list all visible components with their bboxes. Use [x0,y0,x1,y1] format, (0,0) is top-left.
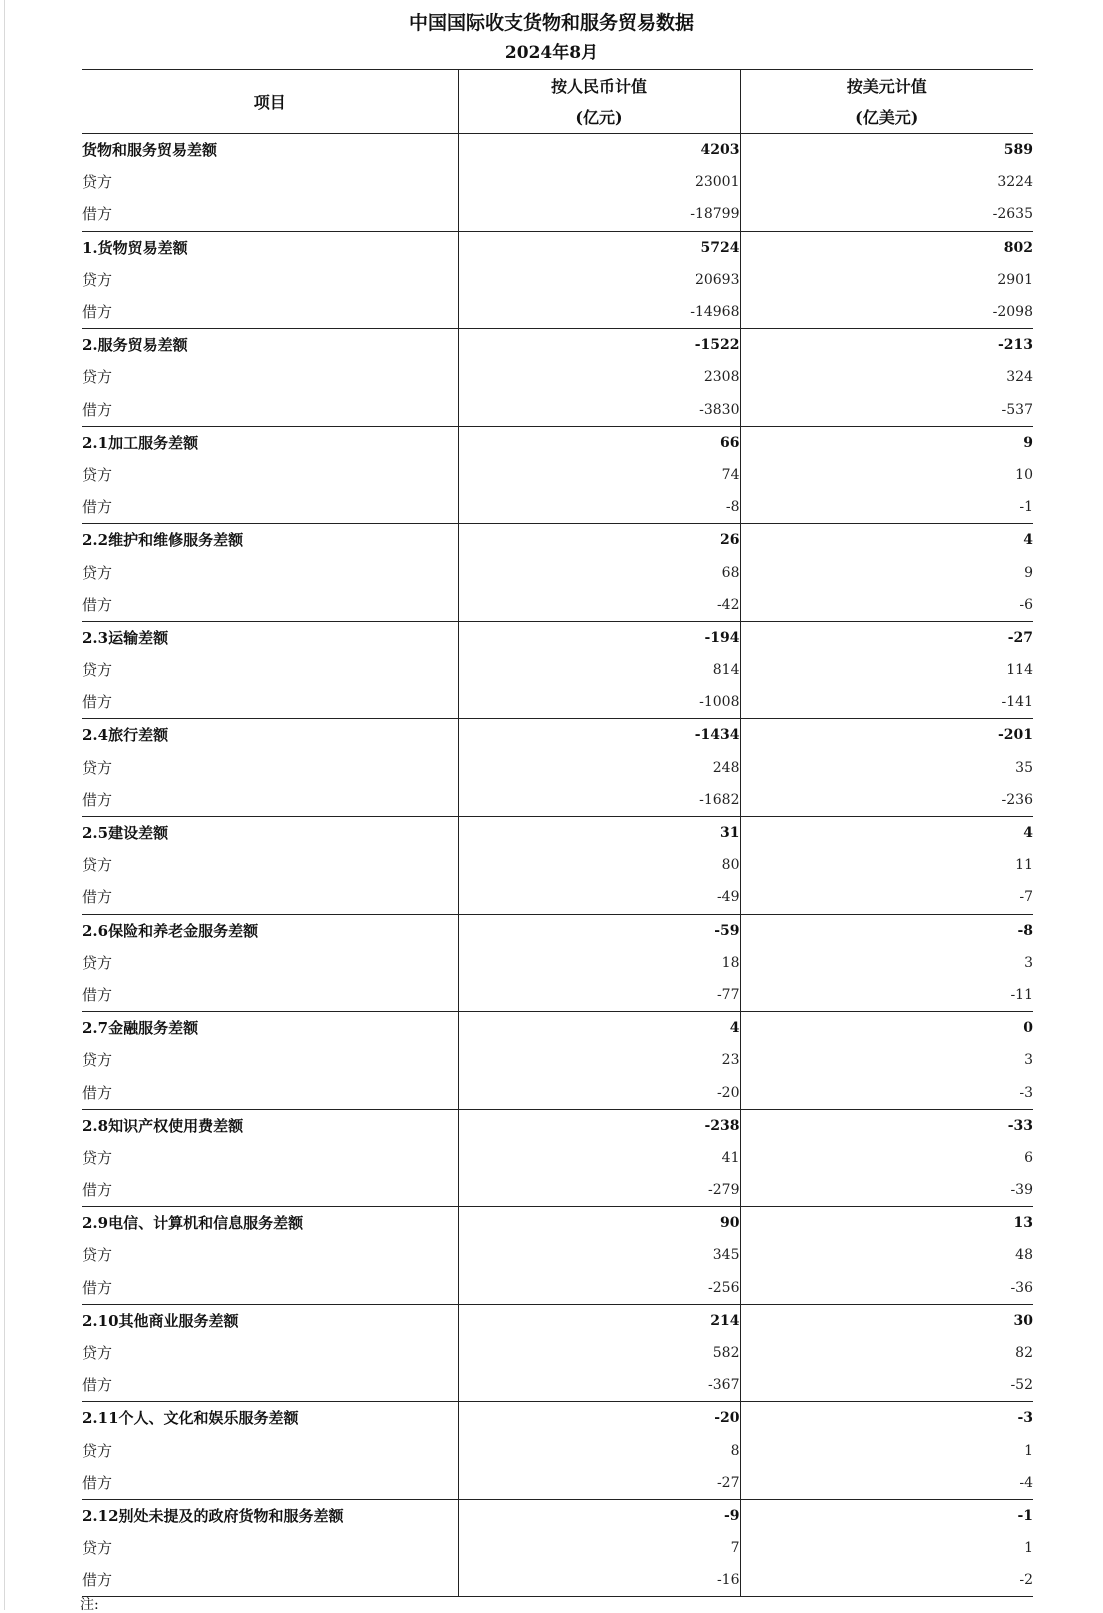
value-cny: 66 [458,426,740,459]
table-row-balance [82,1402,1033,1435]
table-row-debit [82,881,1033,914]
value-usd: -201 [740,719,1033,752]
page-left-border [4,0,5,1610]
row-label: 2.9电信、计算机和信息服务差额 [82,1214,304,1233]
row-label: 2.11个人、文化和娱乐服务差额 [82,1409,299,1428]
table-row-balance [82,1304,1033,1337]
row-label: 贷方 [82,1051,113,1070]
table-row-balance [82,231,1033,264]
row-label: 借方 [82,394,458,427]
value-cny: 20693 [458,264,740,296]
row-label: 借方 [82,296,458,329]
value-cny: -49 [458,881,740,914]
table-row-debit [82,1467,1033,1500]
value-usd: 589 [740,134,1033,167]
value-usd: 3 [740,1044,1033,1076]
value-cny: -1008 [458,686,740,719]
column-header-usd-unit: (亿美元) [855,107,919,127]
value-cny: -59 [458,914,740,947]
table-row-debit [82,686,1033,719]
row-label: 1.货物贸易差额 [82,238,188,257]
value-usd: 9 [740,426,1033,459]
value-cny: 248 [458,752,740,784]
header-row [82,70,1033,134]
value-usd: -1 [740,1499,1033,1532]
row-label: 借方 [82,1564,458,1597]
table-row-credit [82,1532,1033,1564]
value-cny: 74 [458,459,740,491]
table-row-debit [82,1272,1033,1305]
table-row-credit [82,166,1033,198]
value-usd: 9 [740,556,1033,588]
value-usd: 48 [740,1239,1033,1271]
table-row-balance [82,1012,1033,1045]
value-cny: 582 [458,1337,740,1369]
table-row-credit [82,947,1033,979]
value-usd: 1 [740,1532,1033,1564]
table-row-credit [82,1044,1033,1076]
table-row-credit [82,556,1033,588]
row-label: 贷方 [82,1539,113,1558]
value-cny: -16 [458,1564,740,1597]
table-row-balance [82,719,1033,752]
value-usd: -7 [740,881,1033,914]
value-cny: 4203 [458,134,740,167]
value-cny: -77 [458,979,740,1012]
period-subtitle: 2024年8月 [504,43,599,63]
value-usd: 13 [740,1207,1033,1240]
value-usd: 82 [740,1337,1033,1369]
value-cny: 26 [458,524,740,557]
table-row-balance [82,1207,1033,1240]
value-usd: 0 [740,1012,1033,1045]
value-cny: 5724 [458,231,740,264]
row-label: 2.12别处未提及的政府货物和服务差额 [82,1506,344,1525]
table-row-credit [82,1337,1033,1369]
value-cny: 68 [458,556,740,588]
value-cny: -1434 [458,719,740,752]
row-label: 贷方 [82,173,113,192]
column-header-cny-unit: (亿元) [575,107,623,127]
value-cny: 90 [458,1207,740,1240]
table-row-balance [82,1499,1033,1532]
column-header-usd [740,70,1033,134]
value-usd: -36 [740,1272,1033,1305]
row-label: 贷方 [82,661,113,680]
row-label: 贷方 [82,1246,113,1265]
value-usd: 35 [740,752,1033,784]
row-label: 借方 [82,491,458,524]
value-usd: -27 [740,621,1033,654]
value-cny: 7 [458,1532,740,1564]
row-label: 2.5建设差额 [82,824,169,843]
row-label: 借方 [82,686,458,719]
value-cny: -20 [458,1076,740,1109]
row-label: 借方 [82,589,458,622]
table-row-balance [82,816,1033,849]
table-row-credit [82,264,1033,296]
row-label: 贷方 [82,368,113,387]
table-row-balance [82,1109,1033,1142]
row-label: 借方 [82,1467,458,1500]
value-usd: 802 [740,231,1033,264]
value-usd: 2901 [740,264,1033,296]
row-label: 2.2维护和维修服务差额 [82,531,244,550]
table-row-balance [82,426,1033,459]
value-cny: 4 [458,1012,740,1045]
table-row-debit [82,394,1033,427]
value-cny: 8 [458,1435,740,1467]
row-label: 2.1加工服务差额 [82,433,199,452]
table-row-balance [82,329,1033,362]
value-usd: -6 [740,589,1033,622]
row-label: 2.7金融服务差额 [82,1019,199,1038]
row-label: 贷方 [82,563,113,582]
table-row-debit [82,1174,1033,1207]
value-usd: -3 [740,1076,1033,1109]
value-cny: 41 [458,1142,740,1174]
row-label: 2.3运输差额 [82,628,169,647]
column-header-item-label: 项目 [253,93,286,112]
row-label: 借方 [82,979,458,1012]
row-label: 贷方 [82,465,113,484]
value-usd: -11 [740,979,1033,1012]
table-row-debit [82,491,1033,524]
footnote-label: 注: [80,1597,99,1613]
row-label: 贷方 [82,1441,113,1460]
value-cny: -238 [458,1109,740,1142]
column-header-item [82,70,458,134]
value-usd: -4 [740,1467,1033,1500]
row-label: 借方 [82,1272,458,1305]
value-cny: 31 [458,816,740,849]
row-label: 2.10其他商业服务差额 [82,1311,239,1330]
table-row-debit [82,1564,1033,1597]
table-row-balance [82,621,1033,654]
value-cny: 23001 [458,166,740,198]
value-cny: 18 [458,947,740,979]
value-usd: -1 [740,491,1033,524]
row-label: 贷方 [82,1344,113,1363]
row-label: 2.6保险和养老金服务差额 [82,921,259,940]
value-cny: -194 [458,621,740,654]
value-cny: -279 [458,1174,740,1207]
row-label: 贷方 [82,856,113,875]
value-usd: 3224 [740,166,1033,198]
table-row-credit [82,752,1033,784]
table-row-credit [82,654,1033,686]
value-usd: -52 [740,1369,1033,1402]
value-usd: -39 [740,1174,1033,1207]
table-row-debit [82,1076,1033,1109]
row-label: 借方 [82,1174,458,1207]
row-label: 贷方 [82,270,113,289]
value-cny: -3830 [458,394,740,427]
value-usd: 324 [740,361,1033,393]
table-row-balance [82,914,1033,947]
value-usd: -236 [740,784,1033,817]
value-usd: 11 [740,849,1033,881]
row-label: 贷方 [82,953,113,972]
value-cny: -9 [458,1499,740,1532]
table-row-balance [82,134,1033,167]
row-label: 借方 [82,784,458,817]
trade-data-table [82,69,1033,1597]
value-usd: -537 [740,394,1033,427]
table-body [82,134,1033,1597]
row-label: 借方 [82,1369,458,1402]
row-label: 贷方 [82,1148,113,1167]
value-cny: -256 [458,1272,740,1305]
table-row-credit [82,849,1033,881]
value-usd: 4 [740,816,1033,849]
row-label: 2.8知识产权使用费差额 [82,1116,244,1135]
value-usd: 10 [740,459,1033,491]
table-row-credit [82,1142,1033,1174]
row-label: 借方 [82,881,458,914]
row-label: 货物和服务贸易差额 [82,141,218,160]
value-cny: 2308 [458,361,740,393]
value-usd: 1 [740,1435,1033,1467]
table-row-debit [82,1369,1033,1402]
value-usd: 3 [740,947,1033,979]
table-row-credit [82,1239,1033,1271]
table-row-debit [82,784,1033,817]
value-usd: -2635 [740,198,1033,231]
page-title: 中国国际收支货物和服务贸易数据 [408,12,694,34]
table-row-balance [82,524,1033,557]
row-label: 贷方 [82,758,113,777]
table-row-credit [82,1435,1033,1467]
table-row-debit [82,979,1033,1012]
value-usd: -2 [740,1564,1033,1597]
value-cny: 23 [458,1044,740,1076]
value-usd: 4 [740,524,1033,557]
value-usd: -33 [740,1109,1033,1142]
value-cny: 814 [458,654,740,686]
value-usd: -3 [740,1402,1033,1435]
table-row-credit [82,459,1033,491]
value-usd: 30 [740,1304,1033,1337]
value-cny: -27 [458,1467,740,1500]
value-usd: -213 [740,329,1033,362]
row-label: 2.服务贸易差额 [82,336,188,355]
table-row-debit [82,296,1033,329]
value-cny: -8 [458,491,740,524]
table-row-credit [82,361,1033,393]
table-row-debit [82,589,1033,622]
value-usd: -141 [740,686,1033,719]
value-cny: 345 [458,1239,740,1271]
value-cny: 80 [458,849,740,881]
table-row-debit [82,198,1033,231]
value-cny: -1682 [458,784,740,817]
value-cny: 214 [458,1304,740,1337]
value-cny: -367 [458,1369,740,1402]
column-header-cny [458,70,740,134]
column-header-usd-label: 按美元计值 [846,76,927,96]
value-cny: -20 [458,1402,740,1435]
row-label: 2.4旅行差额 [82,726,169,745]
value-cny: -14968 [458,296,740,329]
row-label: 借方 [82,1076,458,1109]
value-cny: -18799 [458,198,740,231]
column-header-cny-label: 按人民币计值 [550,76,647,96]
value-cny: -1522 [458,329,740,362]
value-cny: -42 [458,589,740,622]
value-usd: 114 [740,654,1033,686]
row-label: 借方 [82,198,458,231]
value-usd: -8 [740,914,1033,947]
value-usd: -2098 [740,296,1033,329]
value-usd: 6 [740,1142,1033,1174]
table-header [82,70,1033,134]
